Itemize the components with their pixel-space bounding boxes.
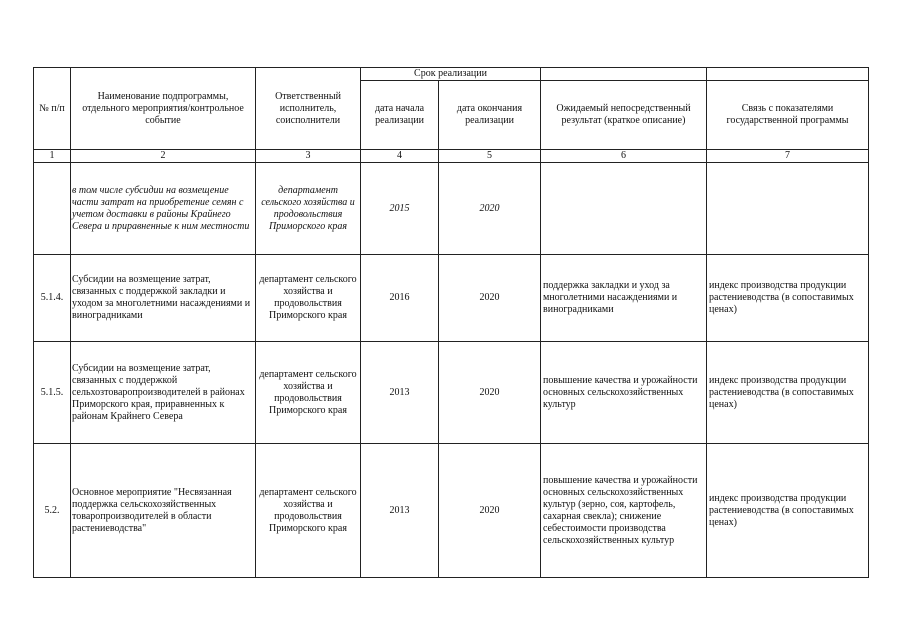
row-name: Основное мероприятие "Несвязанная поддержка сельскохозяйственных товаропроизводителей в области растениеводства": [71, 444, 256, 578]
row-result: повышение качества и урожайности основных сельскохозяйственных культур (зерно, соя, картофель, сахарная свекла); снижение себестоимости производства сельскохозяйственных культур: [541, 444, 707, 578]
row-link: индекс производства продукции растениеводства (в сопоставимых ценах): [707, 255, 869, 342]
row-executor: департамент сельского хозяйства и продовольствия Приморского края: [256, 255, 361, 342]
row-link: индекс производства продукции растениеводства (в сопоставимых ценах): [707, 342, 869, 444]
row-num: 5.2.: [34, 444, 71, 578]
header-start: дата начала реализации: [361, 81, 439, 150]
row-num: [34, 163, 71, 255]
row-start: 2016: [361, 255, 439, 342]
row-name: Субсидии на возмещение затрат, связанных с поддержкой закладки и уходом за многолетними насаждениями и виноградниками: [71, 255, 256, 342]
row-executor: департамент сельского хозяйства и продовольствия Приморского края: [256, 163, 361, 255]
row-executor: департамент сельского хозяйства и продовольствия Приморского края: [256, 342, 361, 444]
header-period-group: Срок реализации: [361, 68, 541, 81]
row-result: поддержка закладки и уход за многолетними насаждениями и виноградниками: [541, 255, 707, 342]
row-name: Субсидии на возмещение затрат, связанных с поддержкой сельхозтоваропроизводителей в районах Приморского края, приравненных к районам Крайнего Севера: [71, 342, 256, 444]
table-row: [34, 255, 869, 342]
table-row: [34, 444, 869, 578]
row-link: [707, 163, 869, 255]
program-table: [33, 67, 869, 578]
header-end: дата окончания реализации: [439, 81, 541, 150]
col-number: 7: [707, 150, 869, 163]
row-result: [541, 163, 707, 255]
row-start: 2013: [361, 444, 439, 578]
row-result: повышение качества и урожайности основных сельскохозяйственных культур: [541, 342, 707, 444]
row-end: 2020: [439, 444, 541, 578]
table-row: [34, 342, 869, 444]
col-number: 3: [256, 150, 361, 163]
row-end: 2020: [439, 342, 541, 444]
column-number-row: [34, 150, 869, 163]
row-end: 2020: [439, 255, 541, 342]
header-result-top: [541, 68, 707, 81]
row-num: 5.1.4.: [34, 255, 71, 342]
row-start: 2015: [361, 163, 439, 255]
col-number: 4: [361, 150, 439, 163]
col-number: 6: [541, 150, 707, 163]
row-link: индекс производства продукции растениеводства (в сопоставимых ценах): [707, 444, 869, 578]
row-num: 5.1.5.: [34, 342, 71, 444]
row-end: 2020: [439, 163, 541, 255]
header-link-top: [707, 68, 869, 81]
col-number: 5: [439, 150, 541, 163]
col-number: 2: [71, 150, 256, 163]
header-name: Наименование подпрограммы, отдельного мероприятия/контрольное событие: [71, 68, 256, 150]
header-num: № п/п: [34, 68, 71, 150]
row-executor: департамент сельского хозяйства и продовольствия Приморского края: [256, 444, 361, 578]
header-result: Ожидаемый непосредственный результат (краткое описание): [541, 81, 707, 150]
row-name: в том числе субсидии на возмещение части затрат на приобретение семян с учетом доставки в районы Крайнего Севера и приравненные к ним местности: [71, 163, 256, 255]
table-row: [34, 163, 869, 255]
header-executor: Ответственный исполнитель, соисполнители: [256, 68, 361, 150]
header-row-top: [34, 68, 869, 81]
col-number: 1: [34, 150, 71, 163]
header-link: Связь с показателями государственной программы: [707, 81, 869, 150]
row-start: 2013: [361, 342, 439, 444]
